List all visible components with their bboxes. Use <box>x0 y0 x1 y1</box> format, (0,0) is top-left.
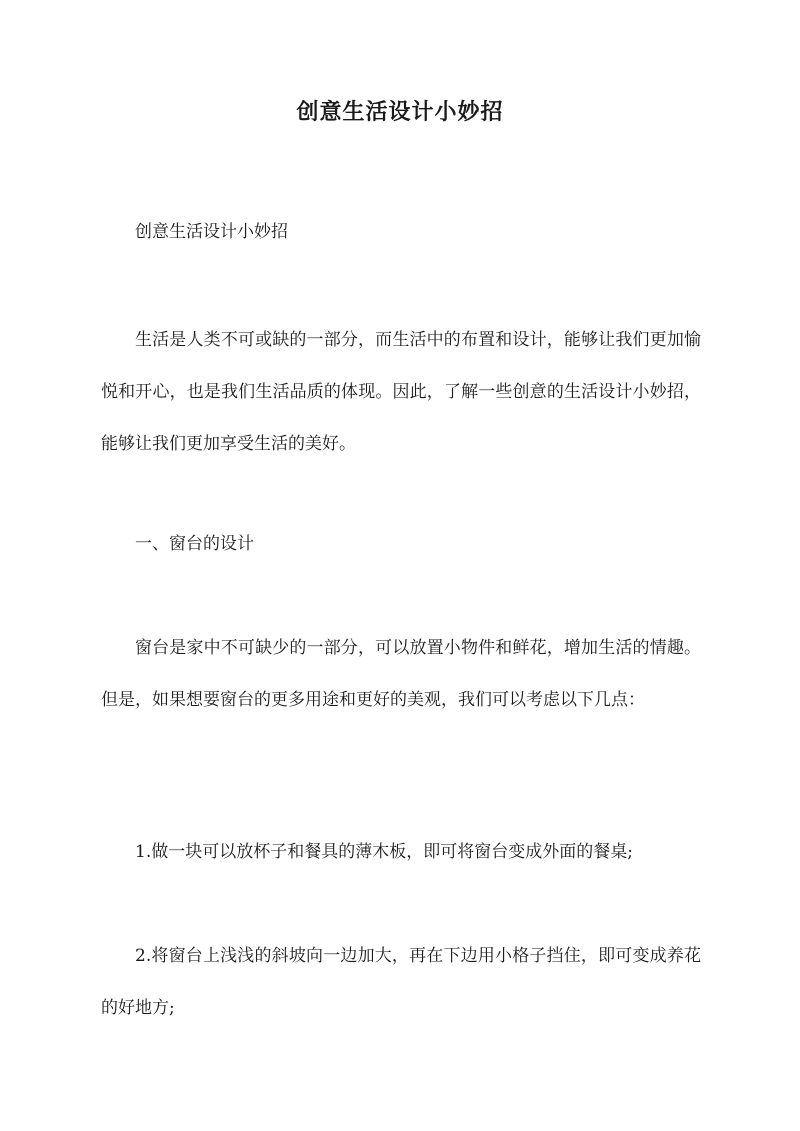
list-item-1: 1.做一块可以放杯子和餐具的薄木板，即可将窗台变成外面的餐桌; <box>135 842 633 862</box>
section-heading-window-sill: 一、窗台的设计 <box>135 534 254 554</box>
document-title: 创意生活设计小妙招 <box>296 99 504 125</box>
subtitle-paragraph: 创意生活设计小妙招 <box>135 222 288 242</box>
intro-paragraph: 生活是人类不可或缺的一部分，而生活中的布置和设计，能够让我们更加愉悦和开心，也是我们生活品质的体现。因此，了解一些创意的生活设计小妙招，能够让我们更加享受生活的美好。 <box>101 330 701 454</box>
list-item-2: 2.将窗台上浅浅的斜坡向一边加大，再在下边用小格子挡住，即可变成养花的好地方; <box>101 946 701 1018</box>
window-sill-paragraph: 窗台是家中不可缺少的一部分，可以放置小物件和鲜花，增加生活的情趣。但是，如果想要窗台的更多用途和更好的美观，我们可以考虑以下几点： <box>101 638 701 710</box>
